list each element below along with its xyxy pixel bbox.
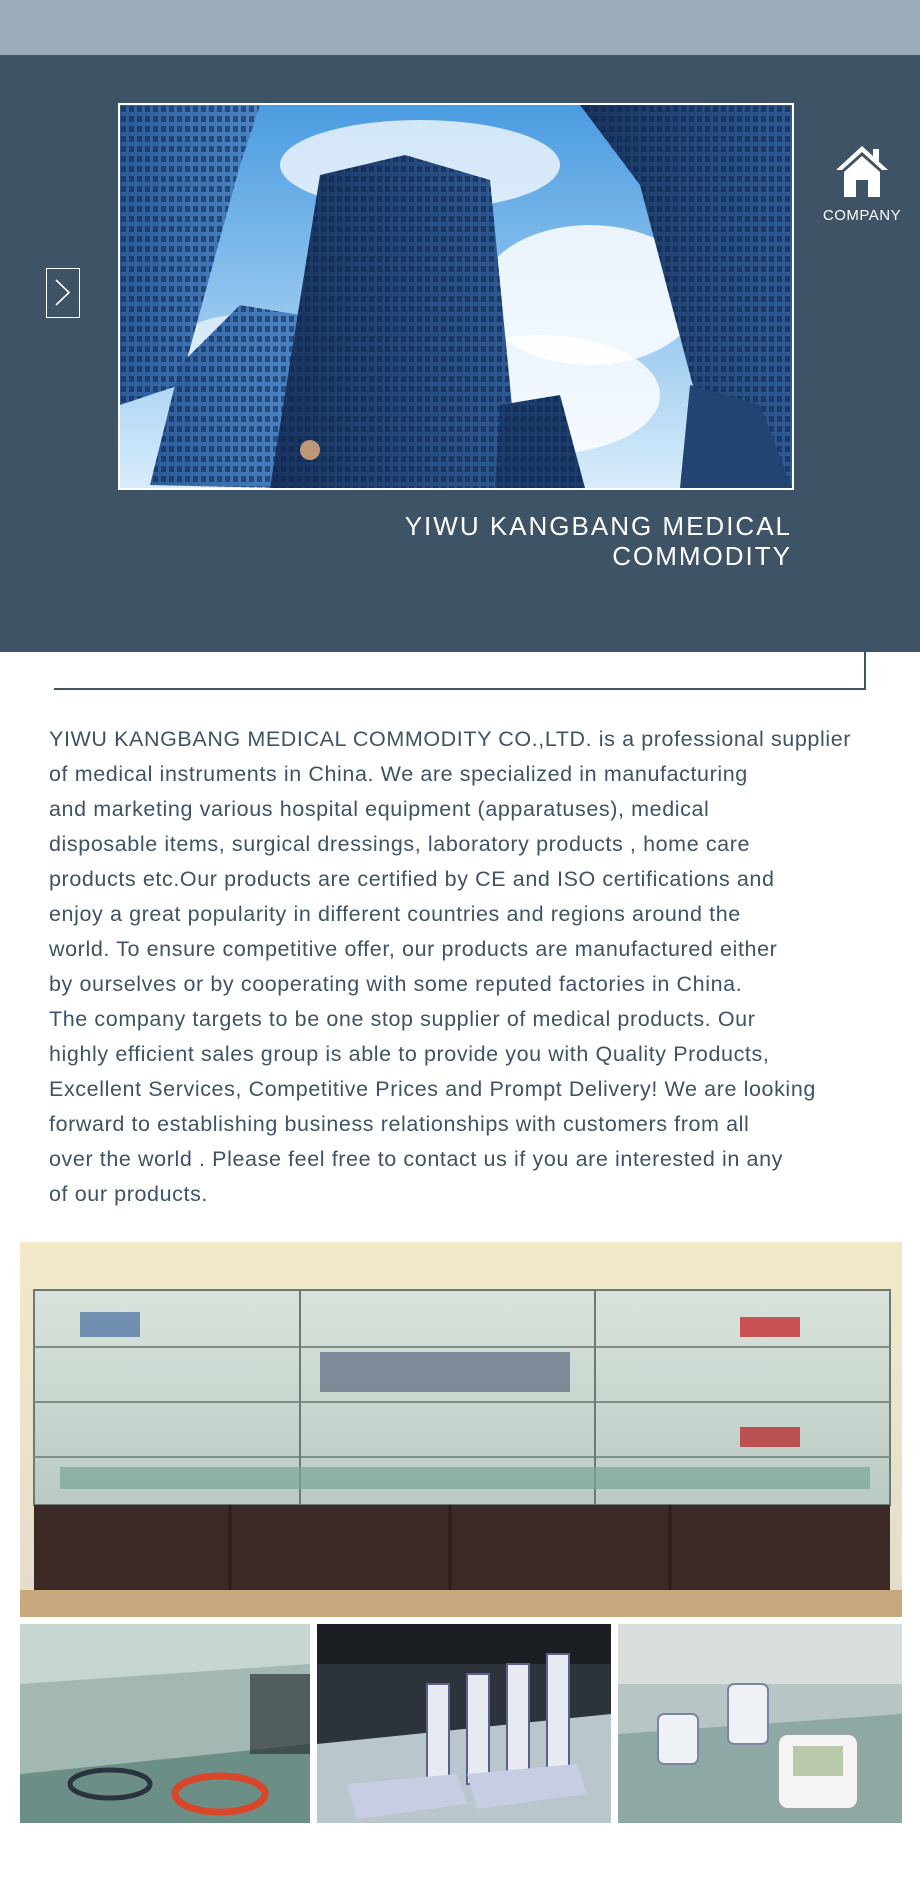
thumb-stethoscopes <box>20 1624 310 1823</box>
hero-photo <box>118 103 794 490</box>
next-slide-button[interactable] <box>46 268 80 318</box>
company-nav[interactable] <box>812 140 912 224</box>
showroom-photo <box>20 1242 902 1617</box>
divider-vertical <box>864 298 866 690</box>
chevron-right-icon <box>47 269 78 316</box>
company-title-line2: COMMODITY <box>612 541 792 571</box>
thumb-bp-monitors <box>618 1624 902 1823</box>
top-strip <box>0 0 920 55</box>
about-text: YIWU KANGBANG MEDICAL COMMODITY CO.,LTD. is a professional supplier of medical instruments in China. We are specialized in manufacturing and marketing various hospital equipment (apparatuses), medical disposable items, surgical dressings, laboratory products , home care products etc.Our products are certified by CE and ISO certifications and enjoy a great popularity in different countries and regions around the world. To ensure competitive offer, our products are manufactured either by ourselves or by cooperating with some reputed factories in China. The company targets to be one stop supplier of medical products. Our highly efficient sales group is able to provide you with Quality Products, Excellent Services, Competitive Prices and Prompt Delivery! We are looking forward to establishing business relationships with customers from all over the world . Please feel free to contact us if you are interested in any of our products. <box>49 727 852 1206</box>
company-title-line1: YIWU KANGBANG MEDICAL <box>404 511 792 541</box>
company-label: COMPANY <box>822 207 902 224</box>
thumb-sphygmomanometers <box>317 1624 611 1823</box>
company-title <box>272 511 792 571</box>
divider-horizontal <box>54 688 866 690</box>
home-icon <box>832 140 892 200</box>
